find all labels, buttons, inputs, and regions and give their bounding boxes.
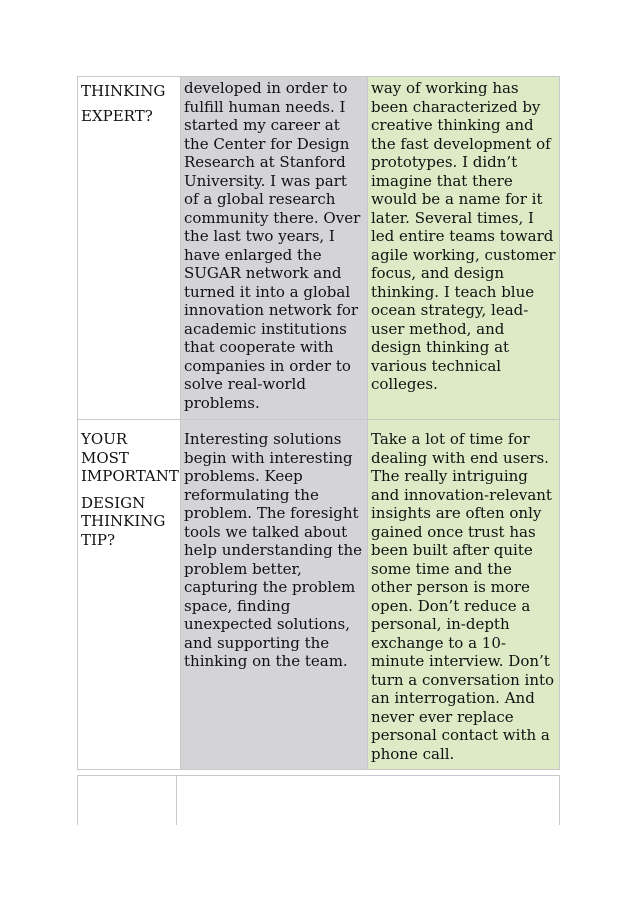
row-label-cell [78, 77, 181, 420]
empty-cell [78, 776, 177, 826]
row-label-line: YOUR MOST IMPORTANT [81, 430, 179, 485]
answer-cell-right: Take a lot of time for dealing with end users. The really intriguing and innovation-relevant insights are often only gained once trust has been built after quite some time and the other person is more open. Don’t reduce a personal, in-depth exchange to a 10-minute interview. Don’t turn a conversation into an interrogation. And never ever replace personal contact with a phone call. [368, 420, 560, 770]
row-label-cell [78, 420, 181, 770]
interview-table [77, 76, 560, 770]
row-label-line: THINKING [81, 82, 166, 100]
answer-cell-right: way of working has been characterized by creative thinking and the fast development of prototypes. I didn’t imagine that there would be a name for it later. Several times, I led entire teams toward agile working, customer focus, and design thinking. I teach blue ocean strategy, lead-user method, and design thinking at various technical colleges. [368, 77, 560, 420]
table-row [78, 776, 560, 826]
answer-cell-left: Interesting solutions begin with interesting problems. Keep reformulating the problem. The foresight tools we talked about help understanding the problem better, capturing the problem space, finding unexpected solutions, and supporting the thinking on the team. [181, 420, 368, 770]
next-table [77, 775, 560, 825]
empty-cell [177, 776, 560, 826]
answer-cell-left: developed in order to fulfill human needs. I started my career at the Center for Design Research at Stanford University. I was part of a global research community there. Over the last two years, I have enlarged the SUGAR network and turned it into a global innovation network for academic institutions that cooperate with companies in order to solve real-world problems. [181, 77, 368, 420]
table-row [78, 77, 560, 420]
row-label-line: EXPERT? [81, 107, 153, 125]
table-row [78, 420, 560, 770]
row-label-line: DESIGN THINKING TIP? [81, 493, 166, 549]
